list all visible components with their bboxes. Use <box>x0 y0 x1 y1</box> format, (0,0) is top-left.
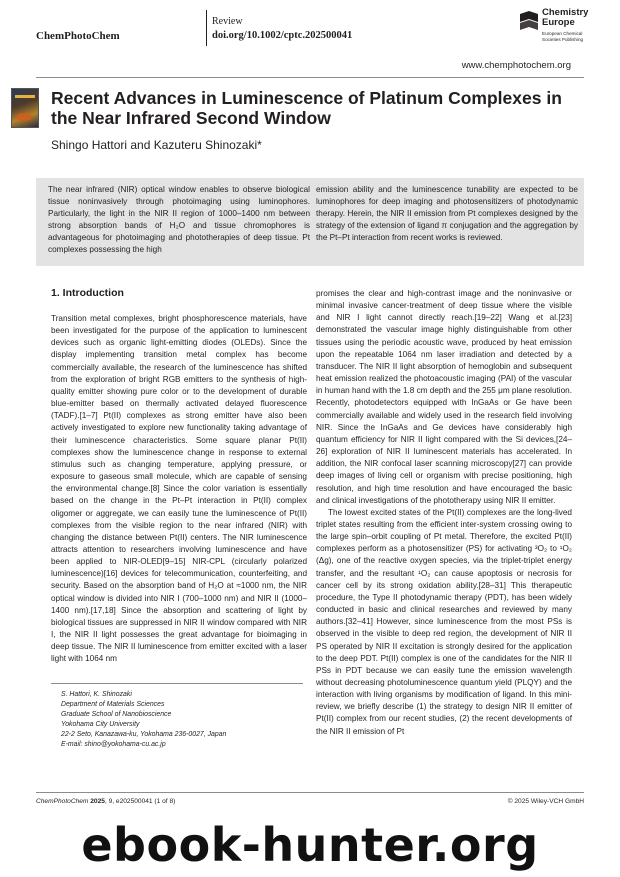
footer-citation <box>36 798 175 805</box>
abstract-right-column: emission ability and the luminescence tunability are expected to be luminophores for deep imaging and photosensitizers of photodynamic therapy. Herein, the NIR II emission from Pt complexes designed by the strategy of the extension of ligand π conjugation and the aggregation by the Pt–Pt interaction from recent works is reviewed. <box>316 185 578 243</box>
abstract-left-column: The near infrared (NIR) optical window enables to observe biological tissue noninvasively through photoimaging using luminophores. Particularly, the light in the NIR II region of 1000–1400 nm between strong absorption bands of H₂O and tissue chromophores is advantageous for photoimaging and phototherapies of deep tissue. Pt complexes possessing the high <box>48 185 310 255</box>
watermark: ebook-hunter.org <box>81 818 539 872</box>
chemistry-europe-logo-icon <box>518 10 540 32</box>
affiliation-email[interactable]: E-mail: shino@yokohama-cu.ac.jp <box>61 741 166 749</box>
cover-thumbnail-image <box>11 88 39 128</box>
logo-name-line2: Europe <box>542 17 575 28</box>
publisher-logo[interactable] <box>518 8 598 46</box>
doi-link[interactable]: doi.org/10.1002/cptc.202500041 <box>212 30 353 41</box>
logo-name-line1: Chemistry <box>542 7 589 18</box>
logo-sub-line1: European Chemical <box>542 31 583 36</box>
article-title: Recent Advances in Luminescence of Platinum Complexes in the Near Infrared Second Window <box>51 88 562 128</box>
abstract-box <box>36 178 584 266</box>
footer-citation-detail: , 9, e202500041 (1 of 8) <box>104 798 176 805</box>
top-divider <box>36 77 584 78</box>
section-heading: 1. Introduction <box>51 287 124 299</box>
affiliation-line: Graduate School of Nanobioscience <box>61 711 172 719</box>
logo-sub-line2: Societies Publishing <box>542 36 584 42</box>
body-paragraph: promises the clear and high-contrast image and the noninvasive or minimal invasive cancer-treatment of deep tissue where the visible and NIR I light cannot directly reach.[19–22] Wang et al.[23] demonstrated the vascular image highly distinguishable from other tissues using the periodic acoustic wave, produced by heat emission upon the repeatable 1064 nm laser irradiation and detected by a transducer. The NIR II light absorption of hemoglobin and subsequent heat emission realized the photoacoustic imaging (PAI) of the vascular in human hand with the 1.8 cm depth and the 255 μm plane resolution. Recently, photodetectors equipped with InGaAs or Ge have been commercially available and widely used in the research field involving NIR. Since the InGaAs and Ge devices have considerably high quantum efficiency for NIR II light compared with the Si devices,[24–26] exploration of NIR II luminescent materials has accelerated. In addition, the NIR confocal laser scanning microscopy[27] can provide deep images of living cell or organism with precise positioning, high resolution, and high time resolution and have encouraged the basic and clinical investigations of the phototherapy using NIR II emitter. <box>316 289 572 505</box>
page-header <box>0 0 620 52</box>
journal-website[interactable]: www.chemphotochem.org <box>461 60 571 71</box>
affiliation-line: 22-2 Seto, Kanazawa-ku, Yokohama 236-0027, Japan <box>61 731 227 739</box>
journal-name: ChemPhotoChem <box>36 30 120 42</box>
body-paragraph: The lowest excited states of the Pt(II) complexes are the long-lived triplet states resulting from the efficient inter-system crossing owing to the large spin–orbit coupling of Pt metal. Therefore, the excited Pt(II) complexes perform as a photosensitizer (PS) for activating ³O₂ to ¹O₂ (Δg), one of the reactive oxygen species, via the triplet-triplet energy transfer, and the resultant ¹O₂ can cause apoptosis or necrosis for cancer cell by its strong oxidation ability.[28–31] This therapeutic procedure, the Type II photodynamic therapy (PDT), has been widely conducted in basic and clinical researches and reviewed by many authors.[32–41] However, since luminescence from the most PSs is observed in the visible to deep red region, the development of NIR II PS operated by NIR II excitation is strongly desired for the application to the deep PDT. Pt(II) complex is one of the candidates for the NIR II PSs in PDT because we can easily tune the emission wavelength without decreasing photoluminescence quantum yield (PLQY) and the interaction with living organisms by modification of ligand. In this mini-review, we briefly describe (1) the strategy to design NIR II emitter of Pt(II) complex from our recent studies, (2) the recent developments of the NIR II emission of Pt <box>316 507 572 736</box>
bottom-divider <box>36 792 584 793</box>
footer-journal: ChemPhotoChem <box>36 798 89 805</box>
affiliation-line: S. Hattori, K. Shinozaki <box>61 691 132 698</box>
affiliation-line: Department of Materials Sciences <box>61 701 165 709</box>
body-left-column <box>51 313 307 666</box>
footnote-divider <box>51 683 303 684</box>
article-type: Review <box>212 16 243 27</box>
footer-copyright: © 2025 Wiley-VCH GmbH <box>507 798 584 805</box>
body-right-column <box>316 288 572 738</box>
cover-band <box>15 95 35 98</box>
affiliation-line: Yokohama City University <box>61 721 140 729</box>
footer-year: 2025 <box>90 798 105 805</box>
logo-name <box>542 8 588 28</box>
author-affiliation <box>61 690 226 751</box>
body-paragraph: Transition metal complexes, bright phosphorescence materials, have been investigated for the purpose of the application to luminescent devices such as organic light-emitting diodes (OLEDs). Since the display implementing transition metal complex has become commercially available, the research of the luminescence has shifted from the exploration of bright RGB emitters to the synthesis of high-quality emitter showing pure color or to the development of durable blue-emitter based on thermally activated delayed fluorescence (TADF).[1–7] Pt(II) complexes as strong emitter have also been actively investigated to explore new functionality taking advantage of their luminescence characteristics. Some square planar Pt(II) complexes show the luminescence change in response to external stimulus such as changing temperature, applying pressure, or exposure to gaseous small molecule, which are capable of sensing the environmental change.[8] Since the color variation is essentially based on the change in the Pt–Pt interaction in Pt(II) complex oligomer or aggregate, we can easily tune the luminescence of Pt(II) complexes from the visible region to the near infrared (NIR) with changing the distance between Pt(II) centers. The NIR luminescence attracts attention to researchers involving luminescence and have been applied to NIR-OLED[9–15] NIR-CPL (circularly polarized luminescence)[16] devices for telecommunication, counterfeiting, and security. Based on the absorption band of H₂O at ≈1000 nm, the NIR optical window is divided into NIR I (700–1000 nm) and NIR II (1000–1400 nm).[17,18] Since the absorption and scattering of light by biological tissues are suppressed in NIR II window compared with NIR I, the NIR II light possesses the great advantage for bioimaging in deep tissue. The NIR II luminescence from emitter excited with a laser light with 1064 nm <box>51 314 307 664</box>
header-divider <box>206 10 207 46</box>
cover-glow <box>16 113 32 121</box>
article-authors: Shingo Hattori and Kazuteru Shinozaki* <box>51 138 262 152</box>
logo-subtitle <box>542 31 583 42</box>
